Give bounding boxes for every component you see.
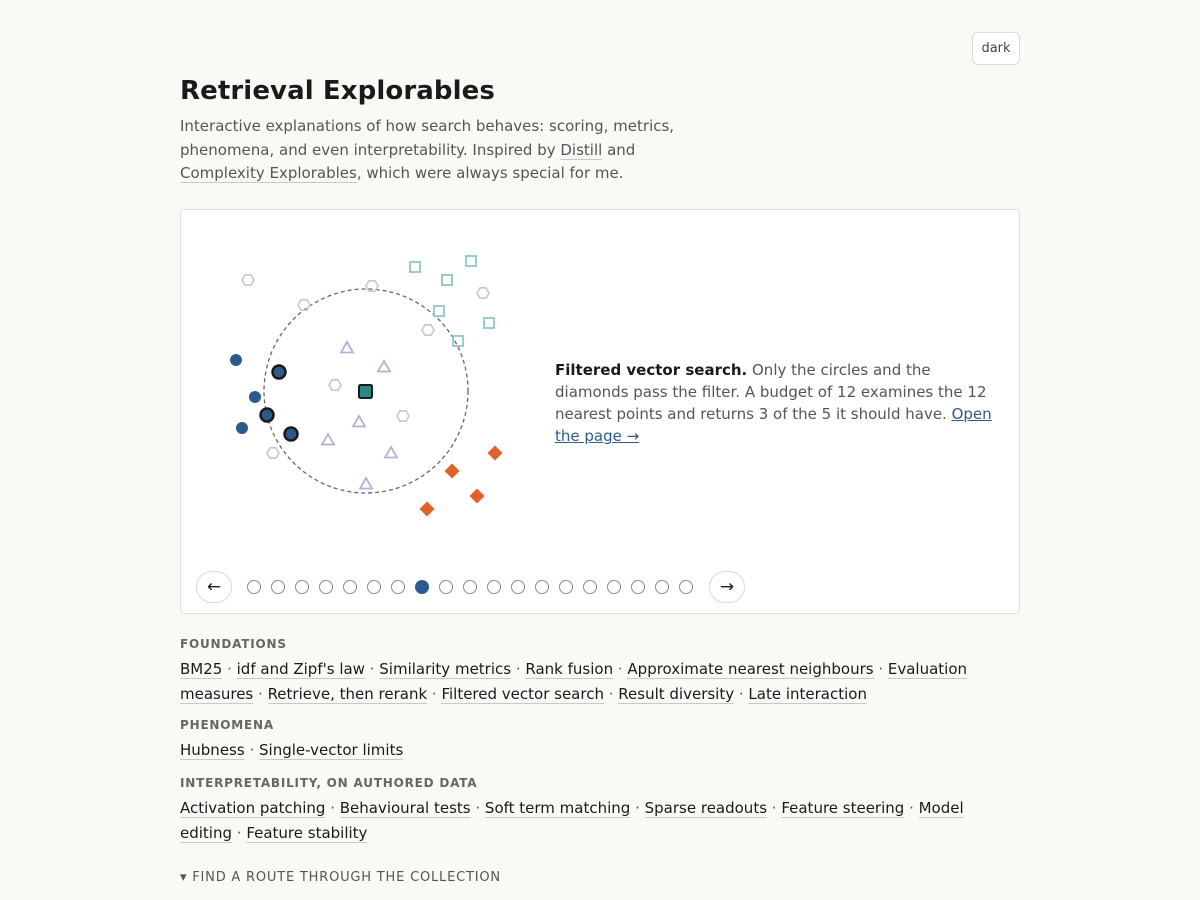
hexagon-point bbox=[329, 380, 341, 390]
square-point bbox=[410, 262, 420, 272]
find-route-toggle[interactable]: ▾ FIND A ROUTE THROUGH THE COLLECTION bbox=[180, 870, 501, 885]
explorable-link[interactable]: Rank fusion bbox=[525, 660, 614, 678]
slide-dot[interactable] bbox=[487, 580, 501, 594]
link-separator: · bbox=[603, 685, 619, 703]
square-point bbox=[466, 256, 476, 266]
slide-dot[interactable] bbox=[343, 580, 357, 594]
hexagon-point bbox=[397, 411, 409, 421]
filtered-vector-search-visualization[interactable] bbox=[181, 210, 521, 540]
previous-slide-button[interactable]: ← bbox=[196, 571, 232, 603]
slide-dots bbox=[247, 580, 703, 594]
section-interpretability bbox=[180, 776, 1020, 846]
section-phenomena bbox=[180, 718, 1020, 763]
page-title: Retrieval Explorables bbox=[180, 76, 495, 106]
circle-point bbox=[230, 354, 242, 366]
section-heading: PHENOMENA bbox=[180, 718, 274, 732]
slide-dot[interactable] bbox=[319, 580, 333, 594]
slide-dot[interactable] bbox=[607, 580, 621, 594]
triangle-point bbox=[341, 342, 353, 353]
explorable-link[interactable]: Single-vector limits bbox=[259, 741, 404, 759]
triangle-point bbox=[353, 416, 365, 427]
explorable-link[interactable]: Result diversity bbox=[618, 685, 735, 703]
intro-text-middle: and bbox=[602, 140, 636, 159]
link-separator: · bbox=[325, 799, 340, 817]
returned-circle-point bbox=[285, 428, 298, 441]
link-separator: · bbox=[253, 685, 268, 703]
explorable-link[interactable]: Sparse readouts bbox=[644, 799, 768, 817]
explorable-link[interactable]: idf and Zipf's law bbox=[236, 660, 365, 678]
slide-dot[interactable] bbox=[559, 580, 573, 594]
slide-caption-title: Filtered vector search. bbox=[555, 361, 748, 379]
link-separator: · bbox=[630, 799, 645, 817]
diamond-point bbox=[470, 489, 485, 504]
explorable-link[interactable]: Hubness bbox=[180, 741, 245, 759]
slide-dot[interactable] bbox=[655, 580, 669, 594]
explorable-link[interactable]: Activation patching bbox=[180, 799, 326, 817]
intro-text-before: Interactive explanations of how search behaves: scoring, metrics, phenomena, and even interpretability. Inspired by bbox=[180, 117, 675, 159]
explorable-link[interactable]: Retrieve, then rerank bbox=[267, 685, 428, 703]
slide-dot[interactable] bbox=[271, 580, 285, 594]
hexagon-point bbox=[477, 288, 489, 298]
hexagon-point bbox=[242, 275, 254, 285]
section-links bbox=[180, 738, 1020, 763]
link-separator: · bbox=[222, 660, 237, 678]
triangle-point bbox=[385, 447, 397, 458]
triangle-point bbox=[360, 478, 372, 489]
returned-circle-point bbox=[261, 409, 274, 422]
triangle-point bbox=[378, 361, 390, 372]
returned-circle-point bbox=[273, 366, 286, 379]
slide-dot[interactable] bbox=[391, 580, 405, 594]
diamond-point bbox=[420, 502, 435, 517]
hexagon-point bbox=[267, 448, 279, 458]
explorable-link[interactable]: Soft term matching bbox=[484, 799, 631, 817]
link-separator: · bbox=[734, 685, 749, 703]
explorable-link[interactable]: Feature steering bbox=[781, 799, 905, 817]
slide-dot[interactable] bbox=[295, 580, 309, 594]
square-point bbox=[442, 275, 452, 285]
complexity-explorables-link[interactable]: Complexity Explorables bbox=[180, 164, 357, 182]
slide-dot[interactable] bbox=[463, 580, 477, 594]
link-separator: · bbox=[470, 799, 485, 817]
section-foundations bbox=[180, 637, 1020, 707]
next-slide-button[interactable]: → bbox=[709, 571, 745, 603]
slide-dot[interactable] bbox=[367, 580, 381, 594]
explorable-link[interactable]: Approximate nearest neighbours bbox=[627, 660, 874, 678]
link-separator: · bbox=[613, 660, 628, 678]
explorable-link[interactable]: BM25 bbox=[180, 660, 223, 678]
circle-point bbox=[236, 422, 248, 434]
explorable-carousel-card bbox=[180, 209, 1020, 614]
slide-dot[interactable] bbox=[511, 580, 525, 594]
link-separator: · bbox=[873, 660, 888, 678]
slide-dot[interactable] bbox=[535, 580, 549, 594]
slide-dot[interactable] bbox=[679, 580, 693, 594]
explorable-link[interactable]: Filtered vector search bbox=[441, 685, 604, 703]
slide-dot[interactable] bbox=[415, 580, 429, 594]
section-links bbox=[180, 657, 1020, 707]
triangle-point bbox=[322, 434, 334, 445]
slide-caption bbox=[555, 359, 1005, 447]
slide-dot[interactable] bbox=[631, 580, 645, 594]
open-page-link[interactable]: Open the page → bbox=[555, 405, 992, 445]
square-point bbox=[453, 336, 463, 346]
distill-link[interactable]: Distill bbox=[560, 140, 603, 159]
explorable-link[interactable]: Model editing bbox=[180, 799, 964, 842]
section-heading: INTERPRETABILITY, ON AUTHORED DATA bbox=[180, 776, 478, 790]
link-separator: · bbox=[904, 799, 919, 817]
slide-dot[interactable] bbox=[439, 580, 453, 594]
circle-point bbox=[249, 391, 261, 403]
link-separator: · bbox=[427, 685, 442, 703]
slide-dot[interactable] bbox=[583, 580, 597, 594]
hexagon-point bbox=[298, 300, 310, 310]
diamond-point bbox=[488, 446, 503, 461]
link-separator: · bbox=[232, 824, 247, 842]
query-point bbox=[359, 385, 372, 398]
hexagon-point bbox=[422, 325, 434, 335]
explorable-link[interactable]: Similarity metrics bbox=[379, 660, 512, 678]
theme-toggle-button[interactable]: dark bbox=[972, 32, 1020, 65]
link-separator: · bbox=[767, 799, 782, 817]
explorable-link[interactable]: Feature stability bbox=[246, 824, 368, 842]
section-heading: FOUNDATIONS bbox=[180, 637, 287, 651]
link-separator: · bbox=[244, 741, 259, 759]
link-separator: · bbox=[364, 660, 380, 678]
slide-dot[interactable] bbox=[247, 580, 261, 594]
explorable-link[interactable]: Evaluation measures bbox=[180, 660, 968, 703]
intro-text-after: , which were always special for me. bbox=[356, 164, 624, 182]
section-links bbox=[180, 796, 1020, 846]
square-point bbox=[484, 318, 494, 328]
slide-caption-text: Only the circles and the diamonds pass the filter. A budget of 12 examines the 12 nearest points and returns 3 of the 5 it should have. bbox=[555, 361, 987, 423]
explorable-link[interactable]: Behavioural tests bbox=[339, 799, 471, 817]
link-separator: · bbox=[511, 660, 526, 678]
explorable-link[interactable]: Late interaction bbox=[748, 685, 867, 703]
diamond-point bbox=[445, 464, 460, 479]
intro-text bbox=[180, 115, 720, 186]
square-point bbox=[434, 306, 444, 316]
